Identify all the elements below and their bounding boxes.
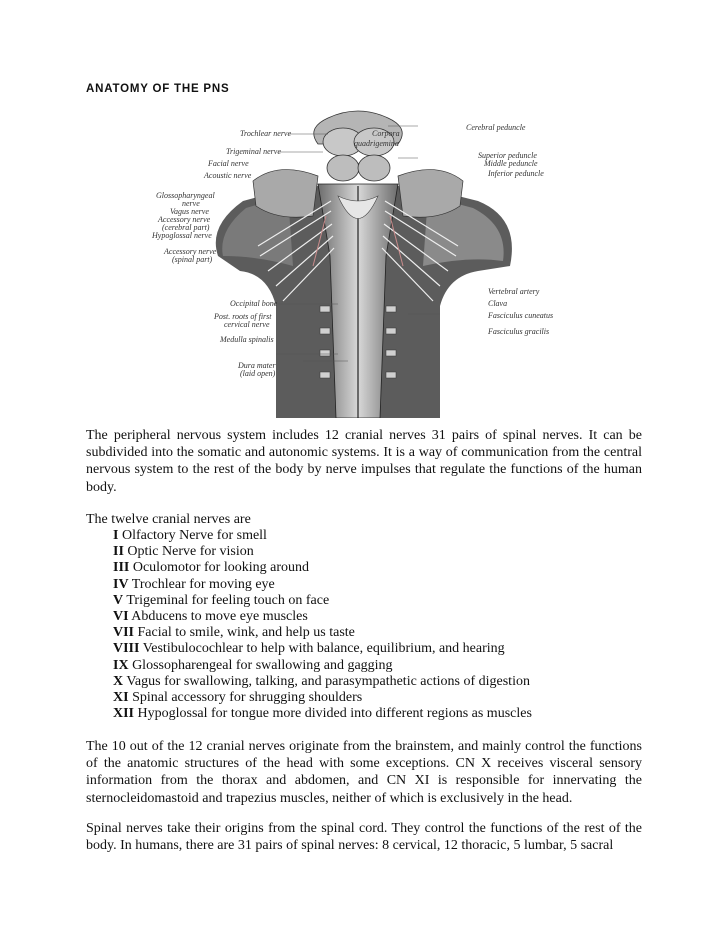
label-vertebral-artery: Vertebral artery [488,287,540,296]
label-inferior-peduncle: Inferior peduncle [488,169,544,178]
label-quadrigemina: quadrigemina [354,139,399,148]
label-facial: Facial nerve [208,159,249,168]
label-dura: Dura mater [238,361,276,370]
label-fasciculus-gracilis: Fasciculus gracilis [488,327,550,336]
label-accessory-spinal-2: (spinal part) [172,255,213,264]
label-glossopharyngeal: Glossopharyngeal [156,191,215,200]
list-item: II Optic Nerve for vision [113,544,254,560]
label-post-roots: Post. roots of first [214,312,272,321]
label-accessory-spinal: Accessory nerve [164,247,217,256]
label-occipital: Occipital bone [230,299,278,308]
label-trigeminal: Trigeminal nerve [226,147,281,156]
paragraph-cranial-origin: The 10 out of the 12 cranial nerves originate from the brainstem, and mainly control the functions of the anatomic structures of the head with some exceptions. CN X receives visceral sensory information from the thorax and abdomen, and CN XI is responsible for innervating the sternocleidomastoid and trapezius muscles, neither of which is exclusively in the head. [86,739,642,806]
list-item: III Oculomotor for looking around [113,560,309,576]
label-post-roots-2: cervical nerve [224,320,270,329]
list-item: VII Facial to smile, wink, and help us taste [113,625,355,641]
list-item: V Trigeminal for feeling touch on face [113,592,330,608]
label-clava: Clava [488,299,508,308]
label-hypoglossal: Hypoglossal nerve [152,231,212,240]
label-corpora: Corpora [372,129,400,138]
label-accessory: Accessory nerve [158,215,211,224]
label-trochlear: Trochlear nerve [240,129,292,138]
list-item: X Vagus for swallowing, talking, and parasympathetic actions of digestion [113,673,530,689]
paragraph-spinal-nerves: Spinal nerves take their origins from the spinal cord. They control the functions of the rest of the body. In humans, there are 31 pairs of spinal nerves: 8 cervical, 12 thoracic, 5 lumbar, 5 sacral [86,821,642,854]
label-middle-peduncle: Middle peduncle [484,159,538,168]
label-acoustic: Acoustic nerve [204,171,252,180]
paragraph-pns-intro: The peripheral nervous system includes 12 cranial nerves 31 pairs of spinal nerves. It can be subdivided into the somatic and autonomic systems. It is a way of communication from the central nervous system to the rest of the body by nerve impulses that regulate the functions of the human body. [86,428,642,495]
brainstem-illustration [148,106,568,418]
cranial-list-intro: The twelve cranial nerves are [86,512,251,527]
list-item: VI Abducens to move eye muscles [113,608,308,624]
label-cerebral-peduncle: Cerebral peduncle [466,123,526,132]
cranial-nerve-list [113,527,532,721]
label-glossopharyngeal-2: nerve [182,199,200,208]
list-item: IV Trochlear for moving eye [113,576,275,592]
page-heading: ANATOMY OF THE PNS [86,83,230,95]
list-item: VIII Vestibulocochlear to help with balance, equilibrium, and hearing [113,641,505,657]
brainstem-drawing [148,106,568,418]
label-fasciculus-cuneatus: Fasciculus cuneatus [488,311,554,320]
label-superior-peduncle: Superior peduncle [478,151,537,160]
list-item: IX Glossopharengeal for swallowing and gagging [113,657,393,673]
list-item: XII Hypoglossal for tongue more divided into different regions as muscles [113,706,532,722]
list-item: I Olfactory Nerve for smell [113,528,267,543]
label-vagus: Vagus nerve [170,207,209,216]
label-dura-2: (laid open) [240,369,276,378]
label-accessory-cerebral: (cerebral part) [162,223,210,232]
list-item: XI Spinal accessory for shrugging shoulders [113,689,363,705]
label-medulla: Medulla spinalis [220,335,274,344]
